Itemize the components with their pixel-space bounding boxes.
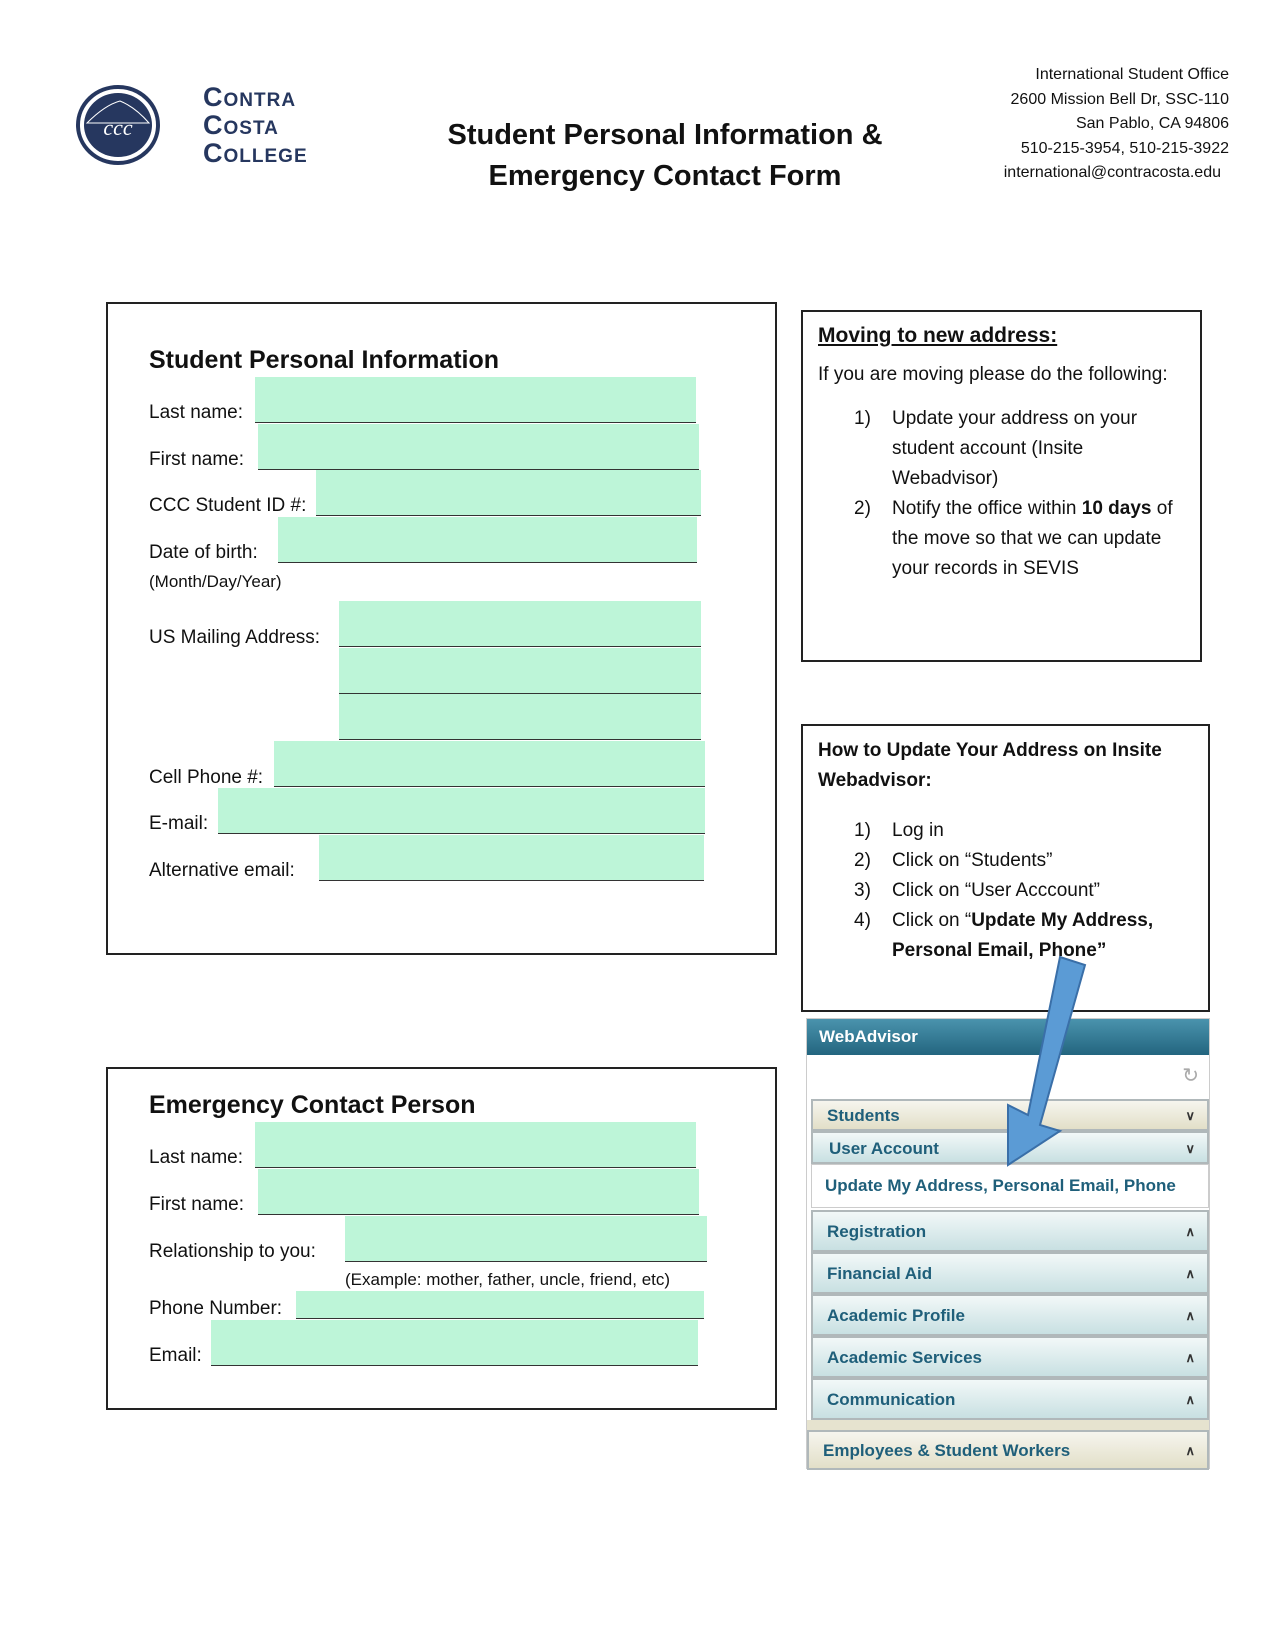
chevron-up-icon: ∧ — [1185, 1308, 1195, 1323]
ec-email-input[interactable] — [211, 1320, 698, 1366]
alt-email-label: Alternative email: — [149, 860, 295, 881]
email-label: E-mail: — [149, 813, 209, 834]
moving-step-2 — [818, 494, 1185, 584]
menu-financial-aid[interactable] — [811, 1252, 1209, 1294]
step-text: of the move so that we can update your records in SEVIS — [892, 498, 1173, 579]
update-address-link[interactable]: Update My Address, Personal Email, Phone — [811, 1164, 1209, 1208]
college-logo — [75, 83, 335, 169]
menu-communication[interactable] — [811, 1378, 1209, 1420]
office-phones: 510-215-3954, 510-215-3922 — [1020, 139, 1229, 157]
personal-heading: Student Personal Information — [149, 346, 500, 374]
ec-phone-label: Phone Number: — [149, 1298, 283, 1319]
step-number: 3) — [854, 880, 871, 901]
menu-label: Employees & Student Workers — [823, 1441, 1071, 1460]
emergency-heading: Emergency Contact Person — [149, 1091, 476, 1119]
title-line2: Emergency Contact Form — [488, 160, 842, 192]
chevron-up-icon: ∧ — [1185, 1443, 1195, 1458]
student-id-label: CCC Student ID #: — [149, 495, 307, 516]
step-text: Click on “ — [892, 910, 972, 931]
webadvisor-title: WebAdvisor — [807, 1019, 1209, 1055]
cell-input[interactable] — [274, 741, 705, 787]
menu-label: User Account — [829, 1139, 939, 1158]
ec-relationship-hint: (Example: mother, father, uncle, friend, etc) — [345, 1270, 671, 1289]
menu-employees[interactable] — [807, 1430, 1209, 1470]
menu-label: Communication — [827, 1390, 956, 1409]
moving-step-1 — [818, 404, 1185, 494]
logo-line3: College — [203, 138, 308, 168]
chevron-down-icon: ∨ — [1185, 1108, 1195, 1123]
svg-text:ccc: ccc — [103, 115, 133, 140]
ec-first-name-label: First name: — [149, 1194, 245, 1215]
step-text: Click on “User Acccount” — [892, 880, 1101, 901]
address-label: US Mailing Address: — [149, 627, 321, 648]
ec-relationship-label: Relationship to you: — [149, 1241, 316, 1262]
menu-label: Academic Services — [827, 1348, 982, 1367]
office-email[interactable]: international@contracosta.edu — [1003, 164, 1221, 181]
step-number: 4) — [854, 910, 871, 931]
dob-input[interactable] — [278, 517, 697, 563]
moving-intro: If you are moving please do the following: — [818, 364, 1168, 385]
student-id-input[interactable] — [316, 470, 701, 516]
refresh-icon[interactable]: ↻ — [1182, 1065, 1199, 1087]
logo-line2: Costa — [203, 110, 279, 140]
step-text: Notify the office within — [892, 498, 1082, 519]
moving-section — [801, 310, 1202, 662]
menu-label: Academic Profile — [827, 1306, 965, 1325]
ec-first-name-input[interactable] — [258, 1169, 699, 1215]
first-name-input[interactable] — [258, 424, 699, 470]
ec-relationship-input[interactable] — [345, 1216, 707, 1262]
ec-email-label: Email: — [149, 1345, 202, 1366]
first-name-label: First name: — [149, 449, 245, 470]
menu-academic-services[interactable] — [811, 1336, 1209, 1378]
chevron-down-icon: ∨ — [1185, 1141, 1195, 1156]
step-emphasis: Update My Address, Personal Email, Phone” — [892, 910, 1154, 961]
office-name: International Student Office — [1035, 66, 1229, 83]
chevron-up-icon: ∧ — [1185, 1224, 1195, 1239]
logo-line1: Contra — [203, 82, 297, 112]
howto-heading: How to Update Your Address on Insite Webadvisor: — [818, 740, 1162, 791]
howto-step-3 — [818, 876, 1193, 906]
address-line3-input[interactable] — [339, 694, 701, 740]
last-name-label: Last name: — [149, 402, 243, 423]
office-street: 2600 Mission Bell Dr, SSC-110 — [1010, 90, 1229, 108]
dob-label: Date of birth: — [149, 542, 258, 563]
page-title — [400, 115, 930, 197]
step-text: Log in — [892, 820, 944, 841]
logo-emblem-icon — [75, 83, 161, 167]
chevron-up-icon: ∧ — [1185, 1266, 1195, 1281]
menu-label: Registration — [827, 1222, 927, 1241]
chevron-up-icon: ∧ — [1185, 1392, 1195, 1407]
step-emphasis: 10 days — [1081, 498, 1152, 519]
address-line2-input[interactable] — [339, 648, 701, 694]
chevron-up-icon: ∧ — [1185, 1350, 1195, 1365]
step-text: Click on “Students” — [892, 850, 1053, 871]
menu-label: Students — [827, 1106, 900, 1125]
moving-heading: Moving to new address: — [818, 324, 1058, 347]
menu-divider — [807, 1420, 1209, 1430]
office-address — [1004, 63, 1229, 186]
ec-phone-input[interactable] — [296, 1291, 704, 1319]
last-name-input[interactable] — [255, 377, 696, 423]
email-input[interactable] — [218, 788, 705, 834]
step-number: 2) — [854, 850, 871, 871]
step-number: 1) — [854, 820, 871, 841]
title-line1: Student Personal Information & — [447, 119, 883, 151]
address-line1-input[interactable] — [339, 601, 701, 647]
ec-last-name-input[interactable] — [255, 1122, 696, 1168]
menu-registration[interactable] — [811, 1210, 1209, 1252]
menu-label: Financial Aid — [827, 1264, 933, 1283]
alt-email-input[interactable] — [319, 835, 704, 881]
menu-academic-profile[interactable] — [811, 1294, 1209, 1336]
step-text: Update your address on your student account (Insite Webadvisor) — [892, 408, 1138, 489]
step-number: 2) — [854, 498, 871, 519]
step-number: 1) — [854, 408, 871, 429]
howto-step-1 — [818, 816, 1193, 846]
dob-hint: (Month/Day/Year) — [149, 572, 282, 591]
pointer-arrow-icon — [990, 955, 1100, 1170]
cell-label: Cell Phone #: — [149, 767, 264, 788]
office-city: San Pablo, CA 94806 — [1075, 115, 1229, 132]
ec-last-name-label: Last name: — [149, 1147, 243, 1168]
howto-step-2 — [818, 846, 1193, 876]
